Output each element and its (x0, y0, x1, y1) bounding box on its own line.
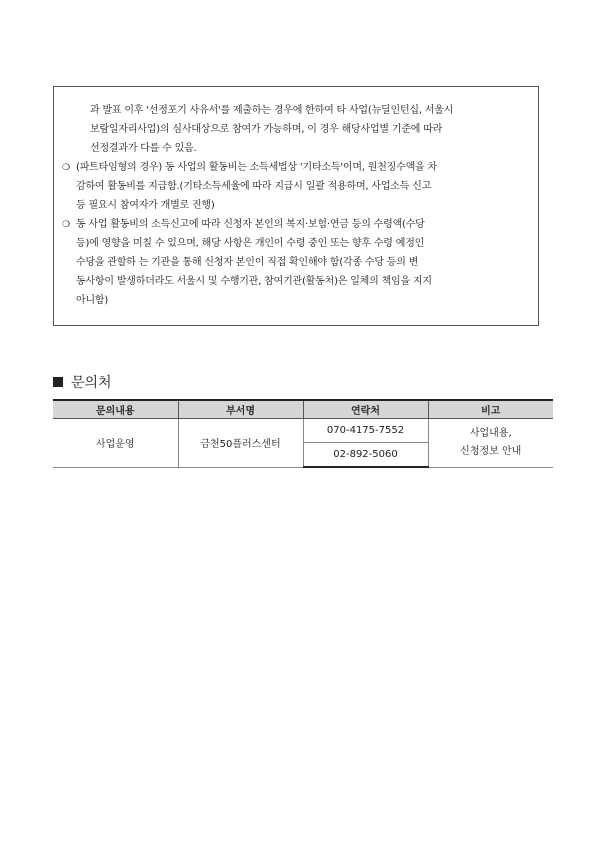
notice-line: 과 발표 이후 '선정포기 사유서'를 제출하는 경우에 한하여 타 사업(뉴딜인턴십, 서울시 (90, 105, 454, 116)
square-bullet-icon (53, 377, 63, 387)
table-row (53, 419, 553, 443)
inquiry-cell: 사업운영 (53, 419, 178, 468)
column-header: 연락처 (303, 400, 428, 419)
phone-cell: 070-4175-7552 (303, 419, 428, 443)
bullet-continuation: 등 필요시 참여자가 개별로 진행) (76, 200, 215, 211)
notice-line: 보람일자리사업)의 심사대상으로 참여가 가능하며, 이 경우 해당사업별 기준에 따라 (90, 124, 443, 135)
bullet-item-income-report (62, 215, 530, 234)
note-cell (428, 419, 553, 468)
department-cell: 금천50플러스센터 (178, 419, 303, 468)
bullet-text: (파트타임형의 경우) 동 사업의 활동비는 소득세법상 '기타소득'이며, 원천징수액을 차 (76, 162, 437, 173)
notice-line: 선정결과가 다를 수 있음. (90, 143, 197, 154)
notice-box (53, 86, 539, 326)
column-header: 부서명 (178, 400, 303, 419)
bullet-item-activity-fee (62, 158, 530, 177)
bullet-continuation: 수당을 관할하 는 기관을 통해 신청자 본인이 직접 확인해야 함(각종 수당 등의 변 (76, 257, 419, 268)
column-header: 문의내용 (53, 400, 178, 419)
note-line: 신청정보 안내 (460, 445, 522, 457)
column-header: 비고 (428, 400, 553, 419)
bullet-continuation: 감하여 활동비를 지급함.(기타소득세율에 따라 지급시 일괄 적용하며, 사업소득 신고 (76, 181, 432, 192)
circle-bullet-icon: ❍ (62, 220, 70, 230)
phone-cell: 02-892-5060 (303, 443, 428, 468)
note-line: 사업내용, (469, 427, 512, 439)
contact-table (53, 399, 553, 468)
bullet-continuation: 동사항이 발생하더라도 서울시 및 수행기관, 참여기관(활동처)은 일체의 책임을 지지 (76, 276, 432, 287)
bullet-continuation: 아니함) (76, 295, 109, 306)
table-header-row (53, 400, 553, 419)
bullet-text: 동 사업 활동비의 소득신고에 따라 신청자 본인의 복지·보험·연금 등의 수령액(수당 (76, 219, 425, 230)
section-title: 문의처 (71, 375, 112, 391)
section-heading (53, 372, 112, 392)
circle-bullet-icon: ❍ (62, 163, 70, 173)
bullet-continuation: 등)에 영향을 미칠 수 있으며, 해당 사항은 개인이 수령 중인 또는 향후 수령 예정인 (76, 238, 425, 249)
